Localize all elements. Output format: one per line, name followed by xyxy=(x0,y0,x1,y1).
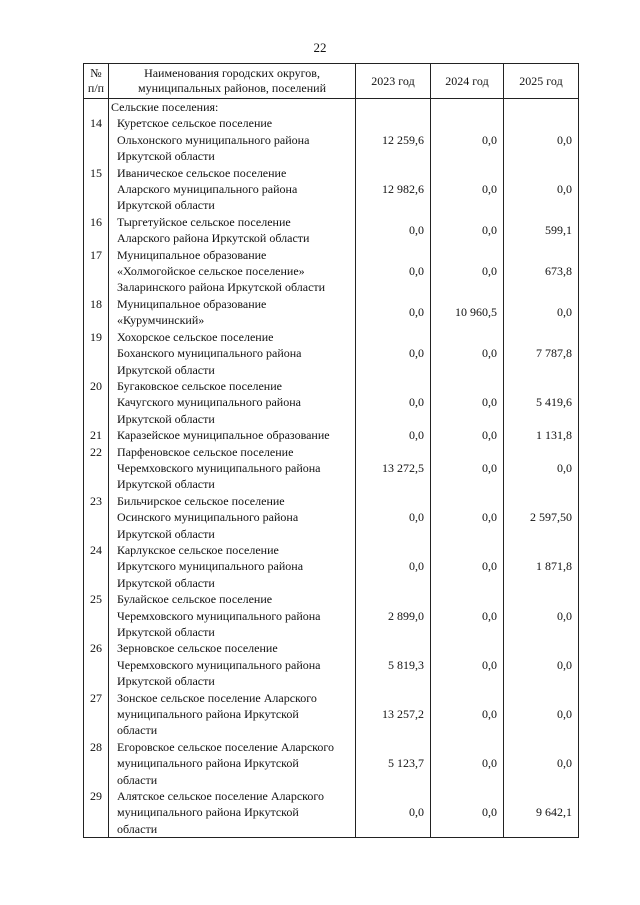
settlement-name xyxy=(109,247,356,296)
row-number: 23 xyxy=(84,493,109,542)
settlement-name-line: Аларского района Иркутской области xyxy=(117,231,310,246)
row-number: 22 xyxy=(84,444,109,493)
settlement-name xyxy=(109,542,356,591)
settlement-name-line: Зонское сельское поселение Аларского xyxy=(117,690,317,705)
amount-2024: 0,0 xyxy=(431,739,504,788)
row-number: 24 xyxy=(84,542,109,591)
amount-2023: 5 819,3 xyxy=(356,640,431,689)
header-2023: 2023 год xyxy=(356,64,431,99)
amount-2025: 2 597,50 xyxy=(504,493,579,542)
amount-2023: 0,0 xyxy=(356,427,431,443)
header-name: Наименования городских округов, муниципальных районов, поселений xyxy=(109,64,356,99)
row-number: 21 xyxy=(84,427,109,443)
table-row xyxy=(84,591,579,640)
table-row xyxy=(84,542,579,591)
table-row xyxy=(84,247,579,296)
amount-2025: 0,0 xyxy=(504,739,579,788)
row-number: 25 xyxy=(84,591,109,640)
amount-2023: 0,0 xyxy=(356,542,431,591)
settlement-name-line: Бильчирское сельское поселение xyxy=(117,493,285,508)
amount-2023: 0,0 xyxy=(356,788,431,838)
amount-2025: 7 787,8 xyxy=(504,329,579,378)
amount-2024: 0,0 xyxy=(431,329,504,378)
amount-2023: 5 123,7 xyxy=(356,739,431,788)
amount-2025: 0,0 xyxy=(504,115,579,164)
row-number: 28 xyxy=(84,739,109,788)
amount-2025: 0,0 xyxy=(504,165,579,214)
amount-2024: 10 960,5 xyxy=(431,296,504,329)
settlement-name xyxy=(109,739,356,788)
settlement-name xyxy=(109,640,356,689)
settlement-name-line: Черемховского муниципального района xyxy=(117,460,321,475)
settlement-name-line: области xyxy=(117,821,158,836)
settlement-name-line: Боханского муниципального района xyxy=(117,346,302,361)
amount-2023: 13 257,2 xyxy=(356,690,431,739)
amount-2024: 0,0 xyxy=(431,493,504,542)
table-row xyxy=(84,115,579,164)
table-row xyxy=(84,165,579,214)
header-2025: 2025 год xyxy=(504,64,579,99)
table-row xyxy=(84,739,579,788)
settlement-name xyxy=(109,115,356,164)
settlement-name-line: Муниципальное образование xyxy=(117,296,267,311)
amount-2024: 0,0 xyxy=(431,247,504,296)
settlement-name xyxy=(109,444,356,493)
settlement-name-line: Хохорское сельское поселение xyxy=(117,329,274,344)
row-number: 29 xyxy=(84,788,109,838)
settlement-name xyxy=(109,165,356,214)
settlement-name-line: Парфеновское сельское поселение xyxy=(117,444,294,459)
settlement-name-line: Куретское сельское поселение xyxy=(117,116,273,131)
amount-2025: 0,0 xyxy=(504,591,579,640)
amount-2023: 0,0 xyxy=(356,247,431,296)
amount-2023: 0,0 xyxy=(356,493,431,542)
settlement-name-line: Черемховского муниципального района xyxy=(117,608,321,623)
row-number: 27 xyxy=(84,690,109,739)
amount-2024: 0,0 xyxy=(431,427,504,443)
settlement-name-line: «Холмогойское сельское поселение» xyxy=(117,264,305,279)
amount-2024: 0,0 xyxy=(431,788,504,838)
settlement-name-line: Бугаковское сельское поселение xyxy=(117,378,282,393)
amount-2024: 0,0 xyxy=(431,542,504,591)
settlement-name-line: муниципального района Иркутской xyxy=(117,707,299,722)
amount-2024: 0,0 xyxy=(431,444,504,493)
settlement-name-line: Муниципальное образование xyxy=(117,247,267,262)
settlement-name-line: Иваническое сельское поселение xyxy=(117,165,287,180)
row-number: 26 xyxy=(84,640,109,689)
settlement-name-line: Егоровское сельское поселение Аларского xyxy=(117,739,335,754)
amount-2025: 0,0 xyxy=(504,640,579,689)
amount-2024: 0,0 xyxy=(431,591,504,640)
row-number: 18 xyxy=(84,296,109,329)
header-number: № п/п xyxy=(84,64,109,99)
settlement-name xyxy=(109,378,356,427)
amount-2024: 0,0 xyxy=(431,165,504,214)
settlement-name-line: Иркутской области xyxy=(117,198,215,213)
amount-2024: 0,0 xyxy=(431,690,504,739)
amount-2023: 12 259,6 xyxy=(356,115,431,164)
row-number: 15 xyxy=(84,165,109,214)
table-row xyxy=(84,214,579,247)
settlement-name-line: муниципального района Иркутской xyxy=(117,805,299,820)
settlement-name-line: Осинского муниципального района xyxy=(117,510,299,525)
settlement-name xyxy=(109,493,356,542)
settlement-name xyxy=(109,329,356,378)
settlement-name xyxy=(109,296,356,329)
settlement-name xyxy=(109,214,356,247)
amount-2023: 0,0 xyxy=(356,214,431,247)
settlement-name xyxy=(109,591,356,640)
settlement-name-line: Иркутской области xyxy=(117,149,215,164)
settlement-name-line: Иркутского муниципального района xyxy=(117,559,304,574)
amount-2023: 13 272,5 xyxy=(356,444,431,493)
table-row xyxy=(84,329,579,378)
settlement-name-line: Зерновское сельское поселение xyxy=(117,641,278,656)
settlement-name xyxy=(109,690,356,739)
amount-2025: 673,8 xyxy=(504,247,579,296)
settlement-name-line: Качугского муниципального района xyxy=(117,395,301,410)
settlement-name-line: области xyxy=(117,723,158,738)
settlement-name-line: Черемховского муниципального района xyxy=(117,657,321,672)
page-number: 22 xyxy=(313,40,327,55)
amount-2025: 1 871,8 xyxy=(504,542,579,591)
row-number: 20 xyxy=(84,378,109,427)
amount-2023: 0,0 xyxy=(356,329,431,378)
table-row xyxy=(84,493,579,542)
settlement-name-line: Ольхонского муниципального района xyxy=(117,132,310,147)
settlement-name-line: Карлукское сельское поселение xyxy=(117,542,279,557)
settlement-name-line: Заларинского района Иркутской области xyxy=(117,280,326,295)
header-2024: 2024 год xyxy=(431,64,504,99)
amount-2025: 0,0 xyxy=(504,296,579,329)
amount-2024: 0,0 xyxy=(431,378,504,427)
table-row xyxy=(84,378,579,427)
section-label: Сельские поселения: xyxy=(109,99,356,116)
amount-2024: 0,0 xyxy=(431,214,504,247)
amount-2025: 1 131,8 xyxy=(504,427,579,443)
amount-2024: 0,0 xyxy=(431,115,504,164)
settlement-name xyxy=(109,788,356,838)
amount-2025: 0,0 xyxy=(504,690,579,739)
settlement-name-line: Каразейское муниципальное образование xyxy=(117,428,330,443)
row-number: 14 xyxy=(84,115,109,164)
table-row xyxy=(84,788,579,838)
amount-2023: 0,0 xyxy=(356,296,431,329)
settlement-name-line: муниципального района Иркутской xyxy=(117,756,299,771)
settlement-name-line: Иркутской области xyxy=(117,526,215,541)
settlement-name-line: Тыргетуйское сельское поселение xyxy=(117,214,291,229)
settlement-name-line: Иркутской области xyxy=(117,625,215,639)
table-row xyxy=(84,427,579,443)
settlement-name-line: Иркутской области xyxy=(117,477,215,492)
table-header-row xyxy=(84,64,579,99)
table-row xyxy=(84,640,579,689)
row-number: 16 xyxy=(84,214,109,247)
row-number: 17 xyxy=(84,247,109,296)
settlement-name-line: Иркутской области xyxy=(117,674,215,689)
budget-table xyxy=(83,63,579,838)
table-row xyxy=(84,690,579,739)
row-number: 19 xyxy=(84,329,109,378)
section-row xyxy=(84,99,579,116)
settlement-name-line: «Курумчинский» xyxy=(117,313,205,328)
table-row xyxy=(84,296,579,329)
amount-2025: 0,0 xyxy=(504,444,579,493)
table-row xyxy=(84,444,579,493)
settlement-name-line: Булайское сельское поселение xyxy=(117,592,273,607)
settlement-name-line: Иркутской области xyxy=(117,362,215,377)
amount-2025: 5 419,6 xyxy=(504,378,579,427)
amount-2023: 2 899,0 xyxy=(356,591,431,640)
settlement-name-line: Иркутской области xyxy=(117,575,215,590)
amount-2023: 12 982,6 xyxy=(356,165,431,214)
amount-2024: 0,0 xyxy=(431,640,504,689)
amount-2023: 0,0 xyxy=(356,378,431,427)
amount-2025: 9 642,1 xyxy=(504,788,579,838)
settlement-name-line: области xyxy=(117,772,158,787)
settlement-name xyxy=(109,427,356,443)
settlement-name-line: Алятское сельское поселение Аларского xyxy=(117,789,325,804)
settlement-name-line: Иркутской области xyxy=(117,411,215,426)
amount-2025: 599,1 xyxy=(504,214,579,247)
settlement-name-line: Аларского муниципального района xyxy=(117,182,298,197)
table-body xyxy=(84,99,579,838)
